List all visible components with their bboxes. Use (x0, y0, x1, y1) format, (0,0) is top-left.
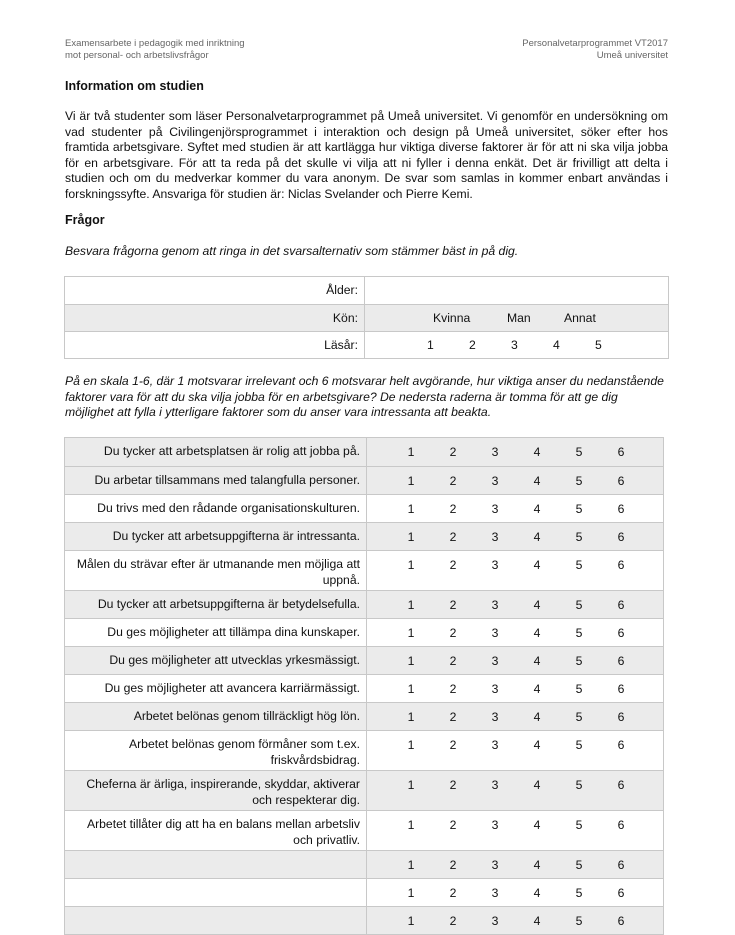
gender-option-kvinna[interactable]: Kvinna (433, 311, 471, 325)
rating-option-6[interactable]: 6 (617, 818, 625, 832)
rating-row (65, 770, 663, 810)
rating-options (367, 811, 663, 850)
rating-option-6[interactable]: 6 (617, 654, 625, 668)
rating-option-5[interactable]: 5 (575, 710, 583, 724)
rating-option-6[interactable]: 6 (617, 886, 625, 900)
ratings-table (64, 437, 664, 935)
rating-option-2[interactable]: 2 (449, 598, 457, 612)
year-option-2[interactable]: 2 (469, 338, 476, 352)
year-option-5[interactable]: 5 (595, 338, 602, 352)
questions-heading: Frågor (65, 213, 105, 227)
factor-label: Du trivs med den rådande organisationskulturen. (65, 495, 367, 522)
factor-label: Du ges möjligheter att tillämpa dina kunskaper. (65, 619, 367, 646)
rating-option-2[interactable]: 2 (449, 818, 457, 832)
rating-option-6[interactable]: 6 (617, 445, 625, 459)
rating-options (367, 551, 663, 590)
rating-options (367, 438, 663, 466)
factor-label (65, 907, 367, 934)
rating-option-2[interactable]: 2 (449, 654, 457, 668)
rating-option-4[interactable]: 4 (533, 738, 541, 752)
rating-option-2[interactable]: 2 (449, 530, 457, 544)
year-option-4[interactable]: 4 (553, 338, 560, 352)
factor-label: Du ges möjligheter att avancera karriärmässigt. (65, 675, 367, 702)
rating-option-2[interactable]: 2 (449, 445, 457, 459)
rating-option-2[interactable]: 2 (449, 710, 457, 724)
rating-row (65, 618, 663, 646)
rating-option-6[interactable]: 6 (617, 502, 625, 516)
rating-option-5[interactable]: 5 (575, 598, 583, 612)
year-row (65, 331, 668, 358)
intro-paragraph: Vi är två studenter som läser Personalvetarprogrammet på Umeå universitet. Vi genomför en undersökning om vad studenter på Civilingenjörsprogrammet i interaktion och design på Umeå universitet, söker efter hos framtida arbetsgivare. Syftet med studien är att kartlägga hur viktiga diverse faktorer är för att ni ska vilja jobba för en arbetsgivare. För att ta reda på det skulle vi vilja att ni fyller i denna enkät. Det är frivilligt att delta i studien och om du medverkar kommer du vara anonym. De svar som samlas in kommer enbart användas i forskningssyfte. Ansvariga för studien är: Niclas Svelander och Pierre Kemi. (65, 109, 668, 201)
rating-option-1[interactable]: 1 (407, 818, 415, 832)
factor-label: Arbetet belönas genom förmåner som t.ex. friskvårdsbidrag. (65, 731, 367, 770)
rating-option-3[interactable]: 3 (491, 502, 499, 516)
rating-options (367, 879, 663, 906)
rating-option-5[interactable]: 5 (575, 626, 583, 640)
age-row (65, 277, 668, 304)
rating-option-6[interactable]: 6 (617, 598, 625, 612)
rating-option-1[interactable]: 1 (407, 474, 415, 488)
rating-option-3[interactable]: 3 (491, 530, 499, 544)
rating-options (367, 467, 663, 494)
rating-option-6[interactable]: 6 (617, 626, 625, 640)
rating-option-4[interactable]: 4 (533, 445, 541, 459)
rating-option-5[interactable]: 5 (575, 445, 583, 459)
rating-option-5[interactable]: 5 (575, 558, 583, 572)
rating-row (65, 674, 663, 702)
gender-option-man[interactable]: Man (507, 311, 531, 325)
rating-option-5[interactable]: 5 (575, 502, 583, 516)
header-program: Personalvetarprogrammet VT2017 (522, 38, 668, 49)
rating-option-5[interactable]: 5 (575, 738, 583, 752)
rating-option-5[interactable]: 5 (575, 778, 583, 792)
rating-row (65, 702, 663, 730)
rating-option-3[interactable]: 3 (491, 914, 499, 928)
rating-options (367, 675, 663, 702)
rating-option-3[interactable]: 3 (491, 654, 499, 668)
rating-option-1[interactable]: 1 (407, 654, 415, 668)
rating-option-1[interactable]: 1 (407, 858, 415, 872)
year-option-3[interactable]: 3 (511, 338, 518, 352)
header-course-subtitle: mot personal- och arbetslivsfrågor (65, 50, 209, 61)
rating-option-1[interactable]: 1 (407, 626, 415, 640)
rating-option-5[interactable]: 5 (575, 530, 583, 544)
rating-option-4[interactable]: 4 (533, 558, 541, 572)
rating-option-2[interactable]: 2 (449, 914, 457, 928)
rating-option-4[interactable]: 4 (533, 474, 541, 488)
rating-option-4[interactable]: 4 (533, 858, 541, 872)
rating-option-5[interactable]: 5 (575, 858, 583, 872)
rating-option-1[interactable]: 1 (407, 502, 415, 516)
rating-options (367, 619, 663, 646)
factor-label (65, 851, 367, 878)
rating-option-4[interactable]: 4 (533, 710, 541, 724)
rating-option-6[interactable]: 6 (617, 914, 625, 928)
factor-label: Du ges möjligheter att utvecklas yrkesmässigt. (65, 647, 367, 674)
rating-option-3[interactable]: 3 (491, 598, 499, 612)
gender-row (65, 304, 668, 331)
rating-options (367, 647, 663, 674)
rating-option-6[interactable]: 6 (617, 858, 625, 872)
rating-option-3[interactable]: 3 (491, 558, 499, 572)
rating-option-1[interactable]: 1 (407, 738, 415, 752)
rating-option-4[interactable]: 4 (533, 682, 541, 696)
rating-option-2[interactable]: 2 (449, 682, 457, 696)
rating-option-3[interactable]: 3 (491, 738, 499, 752)
rating-row (65, 438, 663, 466)
rating-option-1[interactable]: 1 (407, 445, 415, 459)
rating-option-4[interactable]: 4 (533, 598, 541, 612)
rating-option-4[interactable]: 4 (533, 818, 541, 832)
rating-option-3[interactable]: 3 (491, 778, 499, 792)
year-options (365, 332, 668, 358)
rating-option-1[interactable]: 1 (407, 682, 415, 696)
age-field[interactable] (365, 277, 668, 304)
rating-option-1[interactable]: 1 (407, 598, 415, 612)
factor-label (65, 879, 367, 906)
rating-option-1[interactable]: 1 (407, 710, 415, 724)
factor-label: Du tycker att arbetsuppgifterna är betydelsefulla. (65, 591, 367, 618)
year-label: Läsår: (65, 332, 365, 358)
rating-option-4[interactable]: 4 (533, 626, 541, 640)
rating-options (367, 523, 663, 550)
gender-label: Kön: (65, 305, 365, 331)
rating-row (65, 810, 663, 850)
answer-instruction: Besvara frågorna genom att ringa in det svarsalternativ som stämmer bäst in på dig. (65, 244, 519, 258)
rating-option-2[interactable]: 2 (449, 626, 457, 640)
rating-option-1[interactable]: 1 (407, 914, 415, 928)
rating-option-4[interactable]: 4 (533, 654, 541, 668)
rating-option-1[interactable]: 1 (407, 778, 415, 792)
rating-option-4[interactable]: 4 (533, 914, 541, 928)
rating-options (367, 731, 663, 770)
rating-option-4[interactable]: 4 (533, 530, 541, 544)
rating-option-4[interactable]: 4 (533, 778, 541, 792)
rating-options (367, 703, 663, 730)
rating-option-5[interactable]: 5 (575, 818, 583, 832)
rating-option-6[interactable]: 6 (617, 682, 625, 696)
rating-option-5[interactable]: 5 (575, 474, 583, 488)
rating-option-3[interactable]: 3 (491, 445, 499, 459)
factor-label: Du arbetar tillsammans med talangfulla personer. (65, 467, 367, 494)
rating-option-5[interactable]: 5 (575, 682, 583, 696)
rating-option-2[interactable]: 2 (449, 502, 457, 516)
demographics-table (64, 276, 669, 359)
factor-label: Arbetet tillåter dig att ha en balans mellan arbetsliv och privatliv. (65, 811, 367, 850)
header-university: Umeå universitet (596, 50, 668, 61)
rating-option-1[interactable]: 1 (407, 558, 415, 572)
rating-option-6[interactable]: 6 (617, 710, 625, 724)
rating-option-4[interactable]: 4 (533, 502, 541, 516)
rating-option-3[interactable]: 3 (491, 626, 499, 640)
rating-options (367, 771, 663, 810)
info-heading: Information om studien (65, 79, 204, 93)
rating-option-2[interactable]: 2 (449, 886, 457, 900)
rating-option-3[interactable]: 3 (491, 818, 499, 832)
rating-row (65, 906, 663, 934)
age-label: Ålder: (65, 277, 365, 304)
rating-row (65, 522, 663, 550)
gender-option-annat[interactable]: Annat (564, 311, 596, 325)
rating-option-5[interactable]: 5 (575, 654, 583, 668)
rating-row (65, 550, 663, 590)
rating-option-5[interactable]: 5 (575, 914, 583, 928)
rating-option-2[interactable]: 2 (449, 558, 457, 572)
rating-option-2[interactable]: 2 (449, 738, 457, 752)
rating-row (65, 850, 663, 878)
rating-option-6[interactable]: 6 (617, 474, 625, 488)
header-left (65, 38, 245, 62)
rating-option-2[interactable]: 2 (449, 778, 457, 792)
rating-options (367, 495, 663, 522)
factor-label: Målen du strävar efter är utmanande men möjliga att uppnå. (65, 551, 367, 590)
rating-row (65, 730, 663, 770)
factor-label: Du tycker att arbetsuppgifterna är intressanta. (65, 523, 367, 550)
rating-row (65, 590, 663, 618)
header-course: Examensarbete i pedagogik med inriktning (65, 38, 245, 49)
rating-option-2[interactable]: 2 (449, 474, 457, 488)
rating-row (65, 466, 663, 494)
rating-option-5[interactable]: 5 (575, 886, 583, 900)
rating-option-3[interactable]: 3 (491, 474, 499, 488)
scale-instruction: På en skala 1-6, där 1 motsvarar irrelevant och 6 motsvarar helt avgörande, hur viktiga anser du nedanstående faktorer vara för att du ska vilja jobba för en arbetsgivare? De nedersta raderna är tomma för att ge dig möjlighet att fylla i ytterligare faktorer som du anser vara intressanta att beakta. (65, 374, 664, 419)
rating-row (65, 494, 663, 522)
rating-row (65, 646, 663, 674)
rating-option-3[interactable]: 3 (491, 886, 499, 900)
gender-options (365, 305, 668, 331)
rating-option-3[interactable]: 3 (491, 682, 499, 696)
year-option-1[interactable]: 1 (427, 338, 434, 352)
rating-options (367, 591, 663, 618)
rating-options (367, 851, 663, 878)
factor-label: Arbetet belönas genom tillräckligt hög lön. (65, 703, 367, 730)
rating-option-6[interactable]: 6 (617, 738, 625, 752)
rating-option-1[interactable]: 1 (407, 886, 415, 900)
rating-option-6[interactable]: 6 (617, 530, 625, 544)
factor-label: Du tycker att arbetsplatsen är rolig att jobba på. (65, 438, 367, 466)
rating-option-3[interactable]: 3 (491, 858, 499, 872)
rating-option-2[interactable]: 2 (449, 858, 457, 872)
rating-option-1[interactable]: 1 (407, 530, 415, 544)
factor-label: Cheferna är ärliga, inspirerande, skyddar, aktiverar och respekterar dig. (65, 771, 367, 810)
rating-row (65, 878, 663, 906)
rating-options (367, 907, 663, 934)
rating-option-6[interactable]: 6 (617, 778, 625, 792)
header-right (522, 38, 668, 62)
rating-option-4[interactable]: 4 (533, 886, 541, 900)
rating-option-3[interactable]: 3 (491, 710, 499, 724)
rating-option-6[interactable]: 6 (617, 558, 625, 572)
